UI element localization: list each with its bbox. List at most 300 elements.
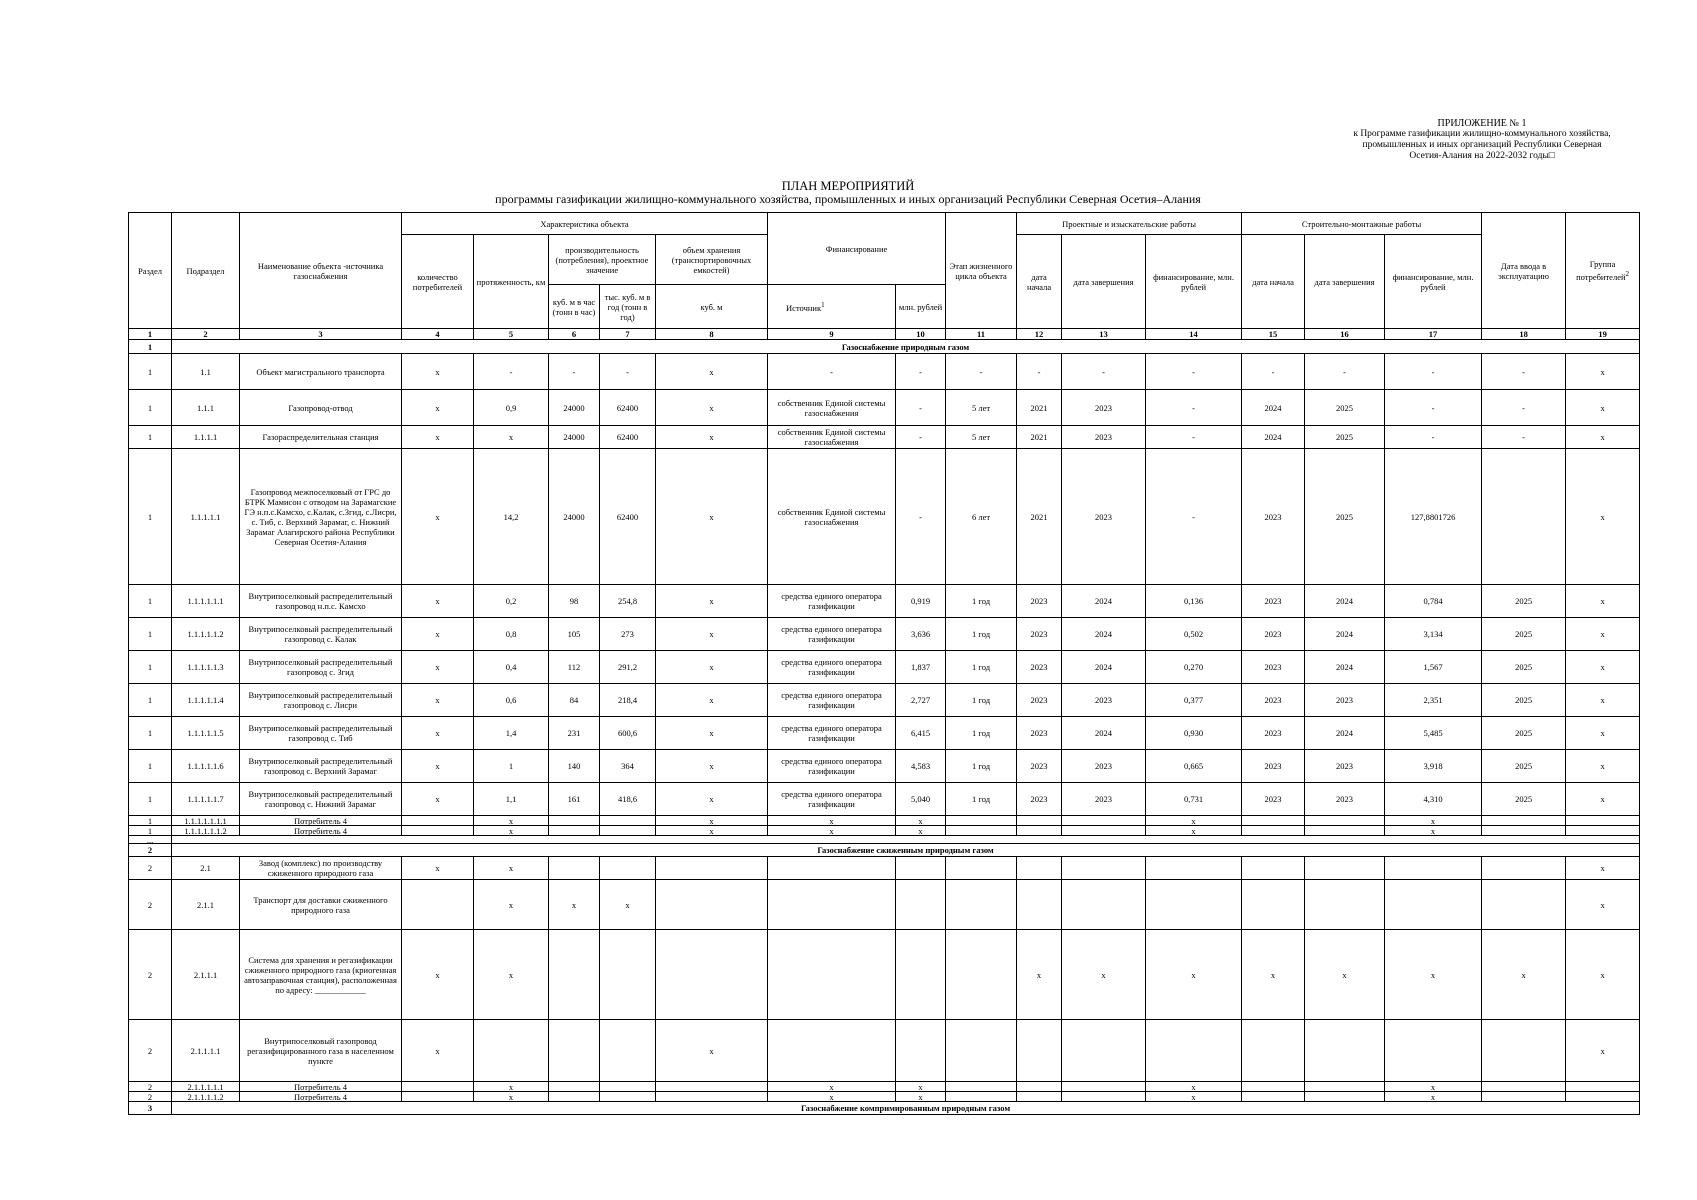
table-cell: 2023 — [1062, 390, 1146, 426]
table-cell: x — [1146, 1092, 1242, 1102]
table-cell: x — [474, 930, 549, 1020]
object-name-cell: Внутрипоселковый распределительный газопровод с. Верхний Зарамаг — [240, 750, 402, 783]
table-cell: x — [402, 684, 474, 717]
table-cell: x — [896, 826, 946, 836]
table-cell — [600, 1082, 656, 1092]
table-cell: x — [402, 750, 474, 783]
table-cell: x — [1566, 651, 1640, 684]
table-cell: 4,310 — [1385, 783, 1482, 816]
object-name-cell: Объект магистрального транспорта — [240, 354, 402, 390]
table-cell: 2.1 — [172, 857, 240, 880]
table-cell: 2,727 — [896, 684, 946, 717]
table-cell: x — [402, 618, 474, 651]
table-cell: 2 — [129, 930, 172, 1020]
header-name: Наименование объекта -источника газоснабжения — [240, 213, 402, 329]
table-cell: собственник Единой системы газоснабжения — [768, 390, 896, 426]
table-cell: x — [402, 1020, 474, 1082]
column-number: 4 — [402, 329, 474, 340]
plan-title-main: ПЛАН МЕРОПРИЯТИЙ — [781, 179, 915, 193]
table-cell — [946, 1082, 1017, 1092]
table-cell — [896, 1020, 946, 1082]
table-cell: 2025 — [1482, 783, 1566, 816]
table-cell: 2025 — [1305, 390, 1385, 426]
table-cell: x — [402, 717, 474, 750]
table-cell — [402, 880, 474, 930]
table-cell: 5,485 — [1385, 717, 1482, 750]
table-cell: средства единого оператора газификации — [768, 651, 896, 684]
table-cell — [1385, 1020, 1482, 1082]
table-cell: - — [1385, 354, 1482, 390]
column-number: 1 — [129, 329, 172, 340]
table-cell: 1.1.1 — [172, 390, 240, 426]
object-name-cell: Внутрипоселковый распределительный газопровод с. Калак — [240, 618, 402, 651]
column-number: 11 — [946, 329, 1017, 340]
table-cell: x — [656, 585, 768, 618]
column-number: 2 — [172, 329, 240, 340]
table-cell: 84 — [549, 684, 600, 717]
table-cell — [1017, 880, 1062, 930]
table-cell: x — [1566, 783, 1640, 816]
table-cell: 1.1.1.1.1.5 — [172, 717, 240, 750]
table-cell — [402, 816, 474, 826]
table-cell — [549, 857, 600, 880]
table-cell — [946, 880, 1017, 930]
table-cell: - — [474, 354, 549, 390]
table-cell: 1 год — [946, 618, 1017, 651]
table-cell: 112 — [549, 651, 600, 684]
table-cell: 1 — [129, 783, 172, 816]
table-cell: x — [1566, 684, 1640, 717]
table-row — [129, 1020, 1640, 1082]
table-cell: x — [656, 354, 768, 390]
table-cell: x — [1566, 1020, 1640, 1082]
table-cell — [1566, 1092, 1640, 1102]
table-cell: 0,919 — [896, 585, 946, 618]
table-cell: - — [1482, 354, 1566, 390]
table-cell: 2025 — [1482, 717, 1566, 750]
table-cell: 2.1.1.1.1 — [172, 1020, 240, 1082]
header-cubic-per-hour: куб. м в час (тонн в час) — [549, 285, 600, 329]
table-cell — [1242, 816, 1305, 826]
header-start-date: дата начала — [1017, 235, 1062, 329]
table-cell: 1.1.1.1 — [172, 426, 240, 449]
table-cell — [1566, 826, 1640, 836]
table-cell: - — [600, 354, 656, 390]
column-number: 10 — [896, 329, 946, 340]
table-cell: 364 — [600, 750, 656, 783]
table-cell: 2023 — [1017, 684, 1062, 717]
table-row — [129, 826, 1640, 836]
section-number: 1 — [129, 340, 172, 354]
table-cell — [1385, 880, 1482, 930]
table-cell: x — [1482, 930, 1566, 1020]
table-cell: x — [1385, 816, 1482, 826]
table-cell: 2025 — [1305, 426, 1385, 449]
table-cell: 273 — [600, 618, 656, 651]
table-cell: 1 — [129, 354, 172, 390]
table-cell: x — [1385, 826, 1482, 836]
annex-block — [1332, 118, 1632, 162]
table-row — [129, 449, 1640, 585]
table-cell: 1 год — [946, 585, 1017, 618]
table-cell: x — [656, 783, 768, 816]
table-cell: 1.1.1.1.1.1.1 — [172, 816, 240, 826]
table-cell: x — [474, 1092, 549, 1102]
section-title: Газоснабжение сжиженным природным газом — [172, 844, 1640, 857]
table-cell: 24000 — [549, 449, 600, 585]
header-podrazdel: Подраздел — [172, 213, 240, 329]
object-name-cell: Внутрипоселковый распределительный газопровод с. Тиб — [240, 717, 402, 750]
table-cell: 254,8 — [600, 585, 656, 618]
table-cell: 1 — [129, 426, 172, 449]
table-cell — [946, 930, 1017, 1020]
table-cell: x — [402, 783, 474, 816]
table-cell: 2 — [129, 880, 172, 930]
table-cell: 1 год — [946, 651, 1017, 684]
table-cell — [1482, 449, 1566, 585]
column-number: 19 — [1566, 329, 1640, 340]
table-cell: x — [474, 857, 549, 880]
plan-title-subtitle: программы газификации жилищно-коммунального хозяйства, промышленных и иных организаций Республики Северная Осетия–Алания — [495, 192, 1201, 206]
table-cell — [1017, 1082, 1062, 1092]
object-name-cell: Газораспределительная станция — [240, 426, 402, 449]
table-cell: 5,040 — [896, 783, 946, 816]
table-cell: 14,2 — [474, 449, 549, 585]
table-cell: x — [656, 826, 768, 836]
table-cell: x — [1566, 750, 1640, 783]
object-name-cell: Газопровод-отвод — [240, 390, 402, 426]
table-cell: 98 — [549, 585, 600, 618]
table-cell: 291,2 — [600, 651, 656, 684]
table-cell — [896, 880, 946, 930]
table-cell: 2023 — [1305, 783, 1385, 816]
ellipsis-row — [129, 836, 1640, 844]
table-row — [129, 783, 1640, 816]
table-cell — [1305, 826, 1385, 836]
table-cell: x — [402, 354, 474, 390]
table-cell: x — [1385, 1082, 1482, 1092]
table-cell: - — [549, 354, 600, 390]
column-number: 8 — [656, 329, 768, 340]
table-cell: 1.1.1.1.1 — [172, 449, 240, 585]
table-cell — [549, 1092, 600, 1102]
table-cell: x — [656, 390, 768, 426]
table-cell: x — [656, 618, 768, 651]
table-cell: 2023 — [1242, 651, 1305, 684]
table-cell — [549, 1020, 600, 1082]
table-cell: 2023 — [1017, 783, 1062, 816]
table-cell: 1,567 — [1385, 651, 1482, 684]
table-cell: 1 — [129, 750, 172, 783]
section-number: 3 — [129, 1102, 172, 1115]
table-cell — [600, 816, 656, 826]
table-cell: 2023 — [1062, 684, 1146, 717]
table-cell: 2025 — [1482, 684, 1566, 717]
table-row — [129, 585, 1640, 618]
table-row — [129, 717, 1640, 750]
column-number: 13 — [1062, 329, 1146, 340]
table-cell — [474, 1020, 549, 1082]
column-number-row — [129, 329, 1640, 340]
table-cell: 2023 — [1305, 684, 1385, 717]
table-cell — [768, 1020, 896, 1082]
table-cell: 1.1.1.1.1.7 — [172, 783, 240, 816]
table-cell: 3,134 — [1385, 618, 1482, 651]
table-cell: 2023 — [1062, 426, 1146, 449]
section-title: Газоснабжение природным газом — [172, 340, 1640, 354]
table-cell: - — [1146, 354, 1242, 390]
table-row — [129, 618, 1640, 651]
table-cell: 140 — [549, 750, 600, 783]
table-cell: 2024 — [1242, 426, 1305, 449]
table-cell: 1,1 — [474, 783, 549, 816]
table-cell: x — [474, 826, 549, 836]
table-cell: 2023 — [1305, 750, 1385, 783]
column-number: 9 — [768, 329, 896, 340]
object-name-cell: Внутрипоселковый распределительный газопровод с. Згид — [240, 651, 402, 684]
table-cell — [600, 1092, 656, 1102]
column-number: 6 — [549, 329, 600, 340]
table-cell: 105 — [549, 618, 600, 651]
header-storage-volume: объем хранения (транспортировочных емкостей) — [656, 235, 768, 285]
table-cell: - — [1305, 354, 1385, 390]
table-cell: x — [768, 1082, 896, 1092]
table-cell — [402, 1092, 474, 1102]
header-capacity: производительность (потребления), проектное значение — [549, 235, 656, 285]
table-cell: 2.1.1.1.1.1 — [172, 1082, 240, 1092]
object-name-cell: Внутрипоселковый газопровод регазифицированного газа в населенном пункте — [240, 1020, 402, 1082]
table-cell: 231 — [549, 717, 600, 750]
table-cell: - — [1146, 449, 1242, 585]
table-cell — [1385, 857, 1482, 880]
empty-cell — [172, 836, 1640, 844]
table-cell: 1.1.1.1.1.3 — [172, 651, 240, 684]
table-cell: 0,731 — [1146, 783, 1242, 816]
column-number: 14 — [1146, 329, 1242, 340]
table-cell: 1.1.1.1.1.2 — [172, 618, 240, 651]
table-cell — [600, 826, 656, 836]
table-cell: x — [1385, 1092, 1482, 1102]
header-characteristics: Характеристика объекта — [402, 213, 768, 235]
table-cell: средства единого оператора газификации — [768, 783, 896, 816]
table-cell: 2,351 — [1385, 684, 1482, 717]
plan-title — [128, 180, 1568, 206]
table-cell: средства единого оператора газификации — [768, 684, 896, 717]
table-cell: 0,9 — [474, 390, 549, 426]
table-cell: 2025 — [1482, 750, 1566, 783]
table-cell — [1242, 1020, 1305, 1082]
table-cell: 2024 — [1305, 717, 1385, 750]
table-cell: x — [1566, 618, 1640, 651]
table-cell: 2023 — [1242, 717, 1305, 750]
table-cell: 1 год — [946, 717, 1017, 750]
table-cell: x — [768, 1092, 896, 1102]
column-number: 17 — [1385, 329, 1482, 340]
table-cell — [549, 826, 600, 836]
table-cell — [1566, 1082, 1640, 1092]
table-row — [129, 354, 1640, 390]
table-cell: 0,784 — [1385, 585, 1482, 618]
table-cell: x — [896, 816, 946, 826]
table-cell: x — [656, 717, 768, 750]
table-cell — [1242, 826, 1305, 836]
table-cell: x — [1566, 449, 1640, 585]
table-cell: x — [1017, 930, 1062, 1020]
column-number: 7 — [600, 329, 656, 340]
table-cell — [946, 816, 1017, 826]
table-cell: - — [1146, 426, 1242, 449]
table-cell: - — [768, 354, 896, 390]
table-cell: - — [1242, 354, 1305, 390]
object-name-cell: Внутрипоселковый распределительный газопровод с. Лисри — [240, 684, 402, 717]
table-row — [129, 426, 1640, 449]
table-cell — [1482, 880, 1566, 930]
table-cell — [1482, 1092, 1566, 1102]
table-cell: 2024 — [1062, 717, 1146, 750]
table-cell — [402, 826, 474, 836]
table-cell: x — [1566, 880, 1640, 930]
table-cell: 1 — [129, 449, 172, 585]
table-cell: 3,636 — [896, 618, 946, 651]
table-cell: 218,4 — [600, 684, 656, 717]
table-cell: 0,4 — [474, 651, 549, 684]
table-cell: - — [1017, 354, 1062, 390]
table-cell: 1 год — [946, 783, 1017, 816]
table-cell: 1.1 — [172, 354, 240, 390]
table-row — [129, 750, 1640, 783]
table-cell — [1017, 1092, 1062, 1102]
table-cell — [1566, 816, 1640, 826]
header-financing: Финансирование — [768, 213, 946, 285]
table-cell: 5 лет — [946, 426, 1017, 449]
table-cell: 2023 — [1242, 449, 1305, 585]
annex-title: ПРИЛОЖЕНИЕ № 1 — [1437, 118, 1527, 129]
table-cell — [1242, 857, 1305, 880]
table-header — [129, 213, 1640, 340]
column-number: 12 — [1017, 329, 1062, 340]
table-cell: - — [1482, 426, 1566, 449]
table-cell: x — [474, 1082, 549, 1092]
table-cell — [1242, 880, 1305, 930]
table-cell: 2023 — [1242, 585, 1305, 618]
table-cell: 6 лет — [946, 449, 1017, 585]
table-cell: 2023 — [1242, 684, 1305, 717]
table-cell: x — [1146, 816, 1242, 826]
table-row — [129, 651, 1640, 684]
table-cell: 2023 — [1062, 783, 1146, 816]
table-row — [129, 857, 1640, 880]
table-cell: x — [1305, 930, 1385, 1020]
table-cell: x — [402, 651, 474, 684]
table-cell: x — [402, 426, 474, 449]
table-cell: x — [1566, 390, 1640, 426]
table-cell: x — [768, 816, 896, 826]
table-cell: x — [1146, 1082, 1242, 1092]
table-cell: x — [402, 857, 474, 880]
table-cell: x — [768, 826, 896, 836]
table-cell — [1242, 1082, 1305, 1092]
table-cell: 1 — [129, 816, 172, 826]
table-cell: 2023 — [1242, 750, 1305, 783]
annex-line: к Программе газификации жилищно-коммунального хозяйства, — [1353, 129, 1611, 139]
table-cell — [1062, 1082, 1146, 1092]
table-cell — [1482, 816, 1566, 826]
table-cell — [600, 1020, 656, 1082]
table-cell — [1146, 857, 1242, 880]
table-cell: - — [1146, 390, 1242, 426]
table-cell: собственник Единой системы газоснабжения — [768, 449, 896, 585]
table-cell — [1062, 826, 1146, 836]
table-cell: x — [402, 585, 474, 618]
table-cell: 6,415 — [896, 717, 946, 750]
header-design-works: Проектные и изыскательские работы — [1017, 213, 1242, 235]
table-cell: - — [946, 354, 1017, 390]
table-cell: x — [656, 684, 768, 717]
header-financing-mln-2: финансирование, млн. рублей — [1385, 235, 1482, 329]
section-title: Газоснабжение компримированным природным газом — [172, 1102, 1640, 1115]
table-cell — [656, 930, 768, 1020]
table-cell: x — [1146, 826, 1242, 836]
table-cell: 1.1.1.1.1.1.2 — [172, 826, 240, 836]
plan-table — [128, 212, 1640, 1115]
table-cell: 24000 — [549, 390, 600, 426]
table-cell — [1305, 1092, 1385, 1102]
table-row — [129, 684, 1640, 717]
table-cell — [896, 930, 946, 1020]
table-cell — [549, 1082, 600, 1092]
table-cell: 2024 — [1242, 390, 1305, 426]
table-cell: x — [1566, 354, 1640, 390]
table-cell — [768, 857, 896, 880]
table-cell: 600,6 — [600, 717, 656, 750]
header-financing-mln: финансирование, млн. рублей — [1146, 235, 1242, 329]
table-cell: 2024 — [1305, 651, 1385, 684]
table-cell: 62400 — [600, 426, 656, 449]
table-cell: 2024 — [1062, 651, 1146, 684]
table-cell: - — [896, 449, 946, 585]
table-cell: x — [1566, 717, 1640, 750]
object-name-cell: Газопровод межпоселковый от ГРС до БТРК Мамисон с отводом на Зарамагские ГЭ н.п.с.Камсхо, с.Калак, с.Згид, с.Лисри, с. Тиб, с. Верхний Зарамаг, с. Нижний Зарамаг Алагирского района Республики Северная Осетия-Алания — [240, 449, 402, 585]
object-name-cell: Потребитель 4 — [240, 1092, 402, 1102]
table-cell: 1 — [129, 390, 172, 426]
table-cell — [1062, 857, 1146, 880]
header-end-date-2: дата завершения — [1305, 235, 1385, 329]
header-consumers-count: количество потребителей — [402, 235, 474, 329]
table-cell: средства единого оператора газификации — [768, 750, 896, 783]
table-cell — [1305, 880, 1385, 930]
object-name-cell: Внутрипоселковый распределительный газопровод с. Нижний Зарамаг — [240, 783, 402, 816]
table-cell: 0,930 — [1146, 717, 1242, 750]
table-cell: 1 год — [946, 750, 1017, 783]
section-number: 2 — [129, 844, 172, 857]
table-cell: 4,583 — [896, 750, 946, 783]
table-cell: 2023 — [1017, 618, 1062, 651]
header-end-date: дата завершения — [1062, 235, 1146, 329]
table-cell: 2024 — [1062, 585, 1146, 618]
ellipsis: ... — [129, 836, 172, 844]
table-cell — [1017, 816, 1062, 826]
table-cell: 3,918 — [1385, 750, 1482, 783]
object-name-cell: Потребитель 4 — [240, 816, 402, 826]
table-cell: 1 — [129, 826, 172, 836]
table-cell — [656, 1082, 768, 1092]
table-cell: 0,8 — [474, 618, 549, 651]
table-cell: 2023 — [1062, 449, 1146, 585]
table-cell: x — [656, 816, 768, 826]
table-cell: x — [1146, 930, 1242, 1020]
header-razdel: Раздел — [129, 213, 172, 329]
header-start-date-2: дата начала — [1242, 235, 1305, 329]
